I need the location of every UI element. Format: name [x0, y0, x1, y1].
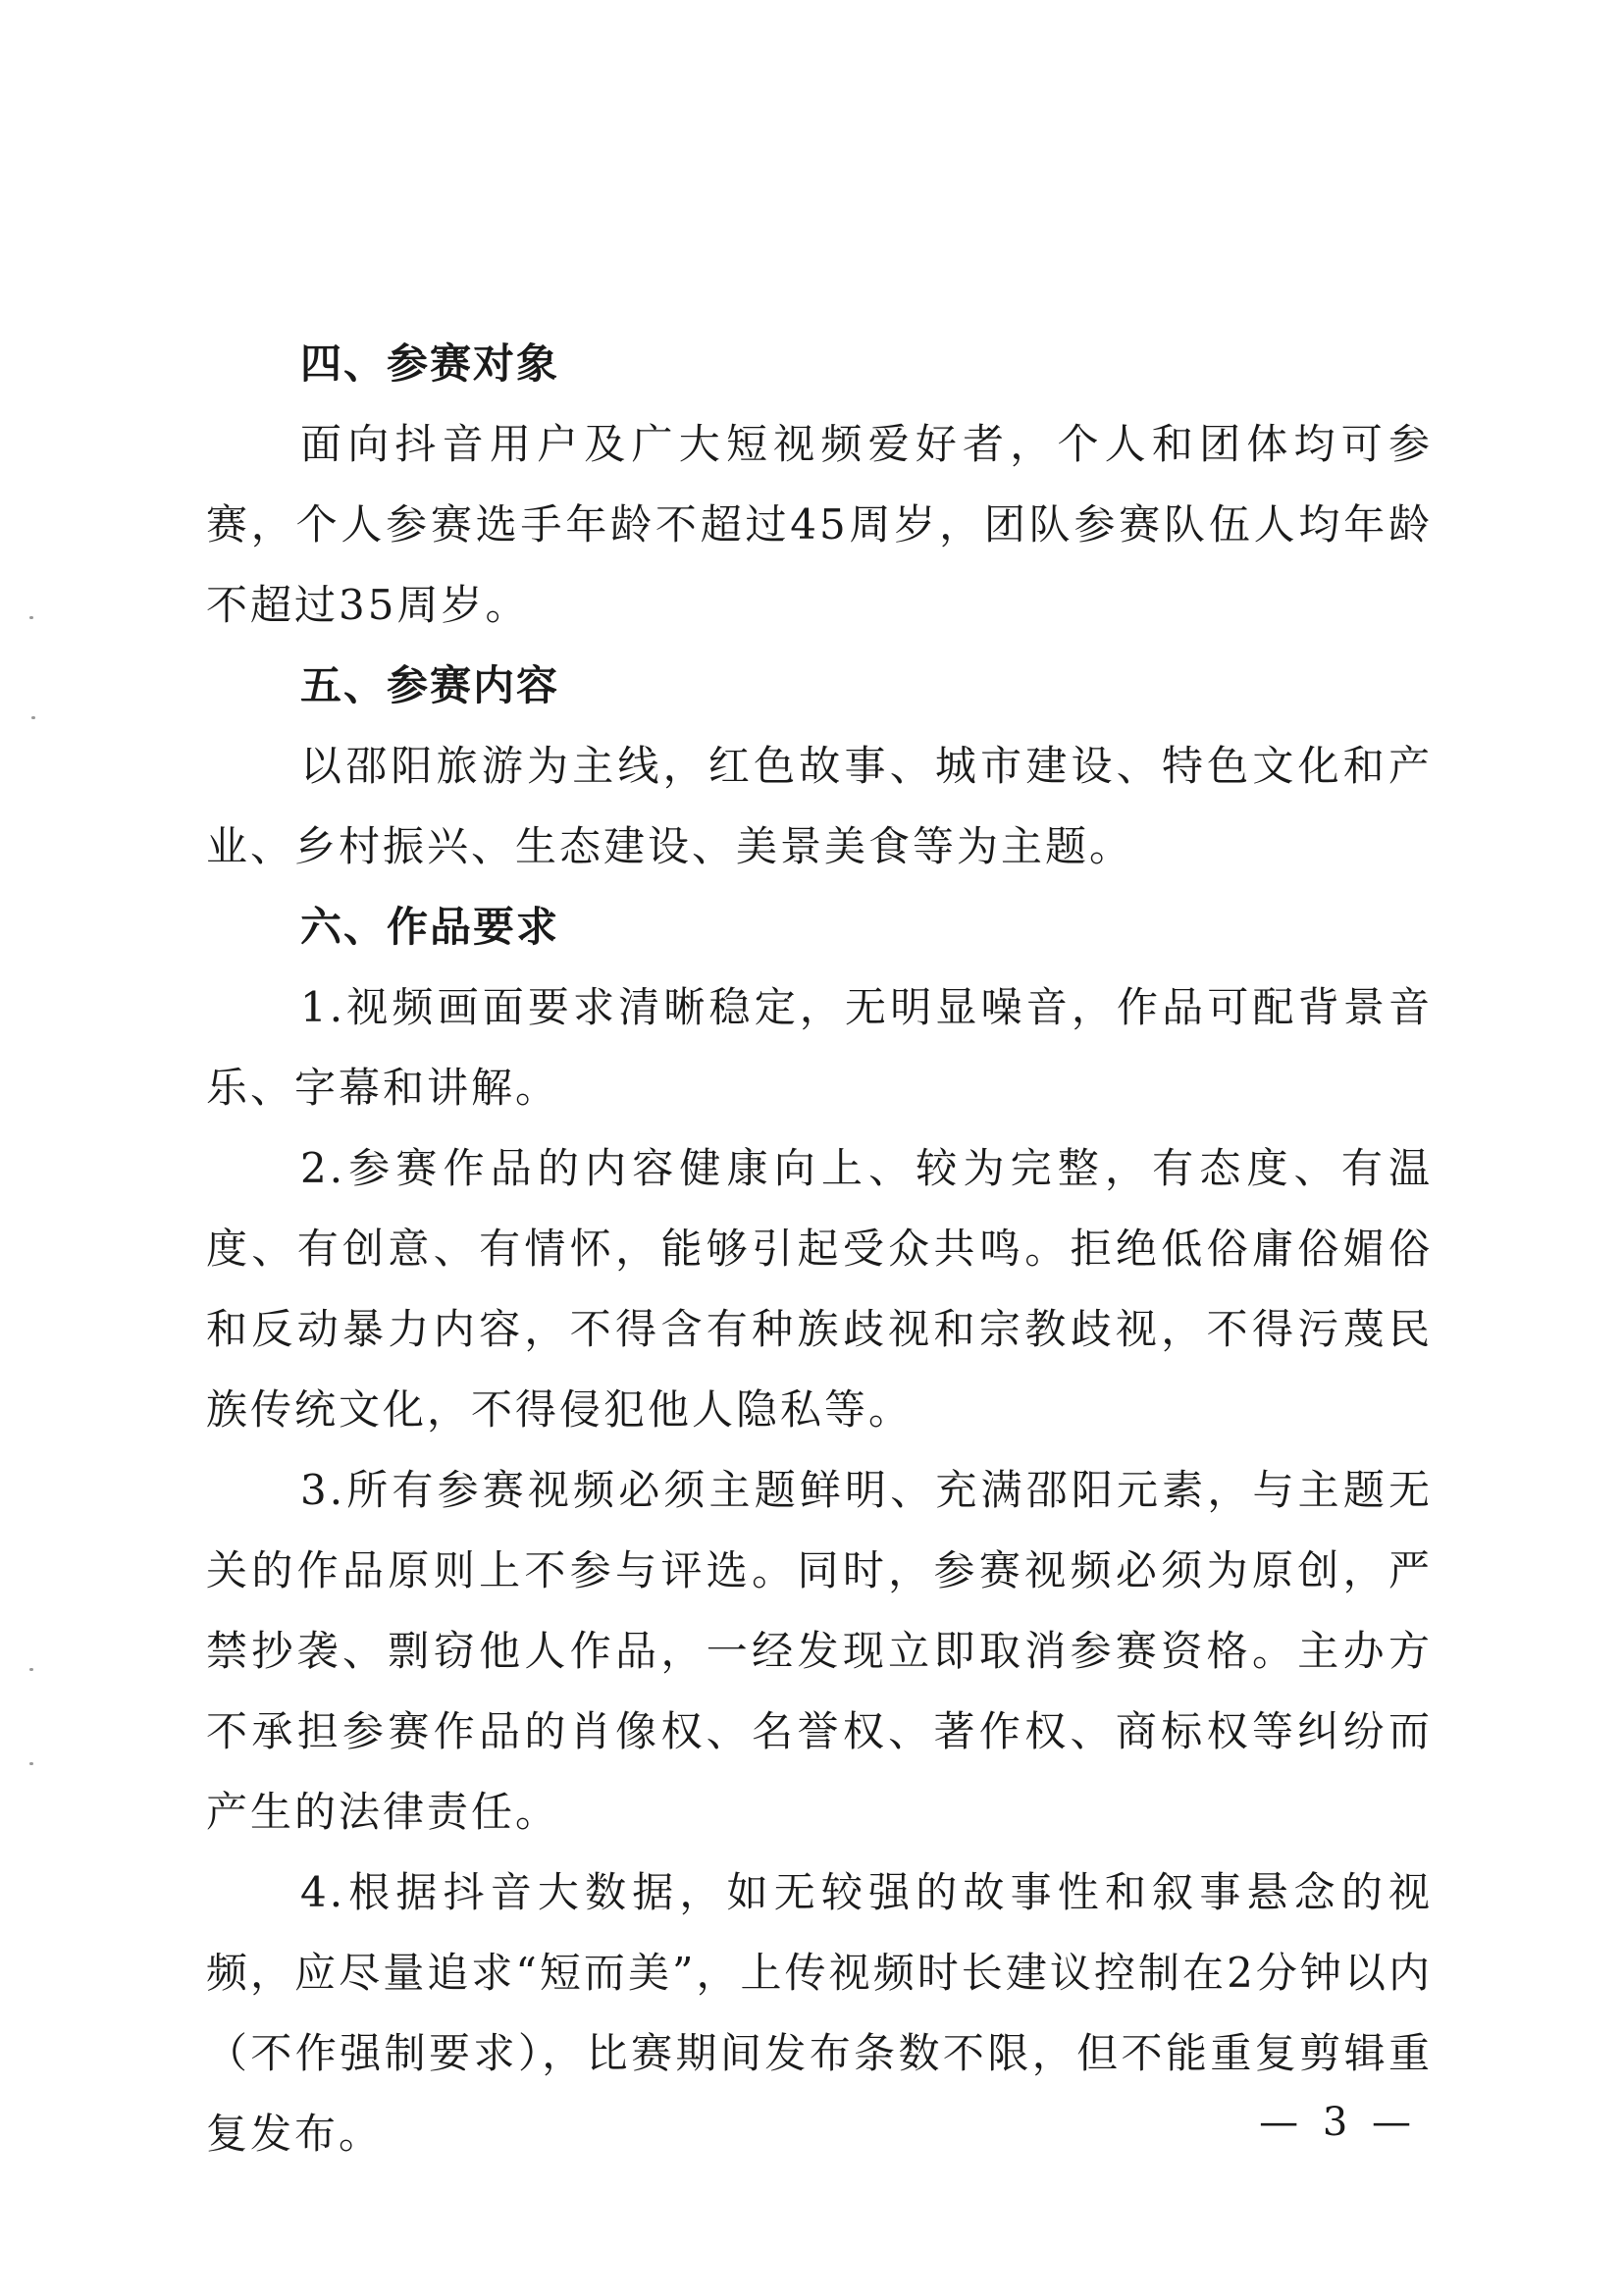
paragraph: 2.参赛作品的内容健康向上、较为完整，有态度、有温度、有创意、有情怀，能够引起受众共鸣。拒绝低俗庸俗媚俗和反动暴力内容，不得含有种族歧视和宗教歧视，不得污蔑民族传统文化，不得侵犯他人隐私等。: [206, 1144, 1433, 1434]
paragraph: 以邵阳旅游为主线，红色故事、城市建设、特色文化和产业、乡村振兴、生态建设、美景美食等为主题。: [206, 742, 1433, 870]
paragraph: 4.根据抖音大数据，如无较强的故事性和叙事悬念的视频，应尽量追求“短而美”，上传视频时长建议控制在2分钟以内（不作强制要求），比赛期间发布条数不限，但不能重复剪辑重复发布。: [206, 1868, 1433, 2158]
scan-speck: [31, 716, 35, 719]
scan-speck: [29, 616, 33, 619]
paragraph: 3.所有参赛视频必须主题鲜明、充满邵阳元素，与主题无关的作品原则上不参与评选。同时，参赛视频必须为原创，严禁抄袭、剽窃他人作品，一经发现立即取消参赛资格。主办方不承担参赛作品的肖像权、名誉权、著作权、商标权等纠纷而产生的法律责任。: [206, 1466, 1433, 1836]
scan-speck: [29, 1762, 33, 1765]
section-content: [206, 646, 1433, 887]
section-heading: 四、参赛对象: [300, 339, 560, 388]
section-requirements: [206, 887, 1433, 2174]
document-body: [206, 324, 1433, 2174]
section-participants: [206, 324, 1433, 646]
page-number: — 3 —: [1259, 2100, 1417, 2145]
scan-speck: [29, 1668, 33, 1671]
paragraph: 1.视频画面要求清晰稳定，无明显噪音，作品可配背景音乐、字幕和讲解。: [206, 983, 1433, 1112]
paragraph: 面向抖音用户及广大短视频爱好者，个人和团体均可参赛，个人参赛选手年龄不超过45周岁，团队参赛队伍人均年龄不超过35周岁。: [206, 420, 1433, 629]
section-heading: 五、参赛内容: [300, 661, 560, 709]
section-heading: 六、作品要求: [300, 903, 560, 951]
